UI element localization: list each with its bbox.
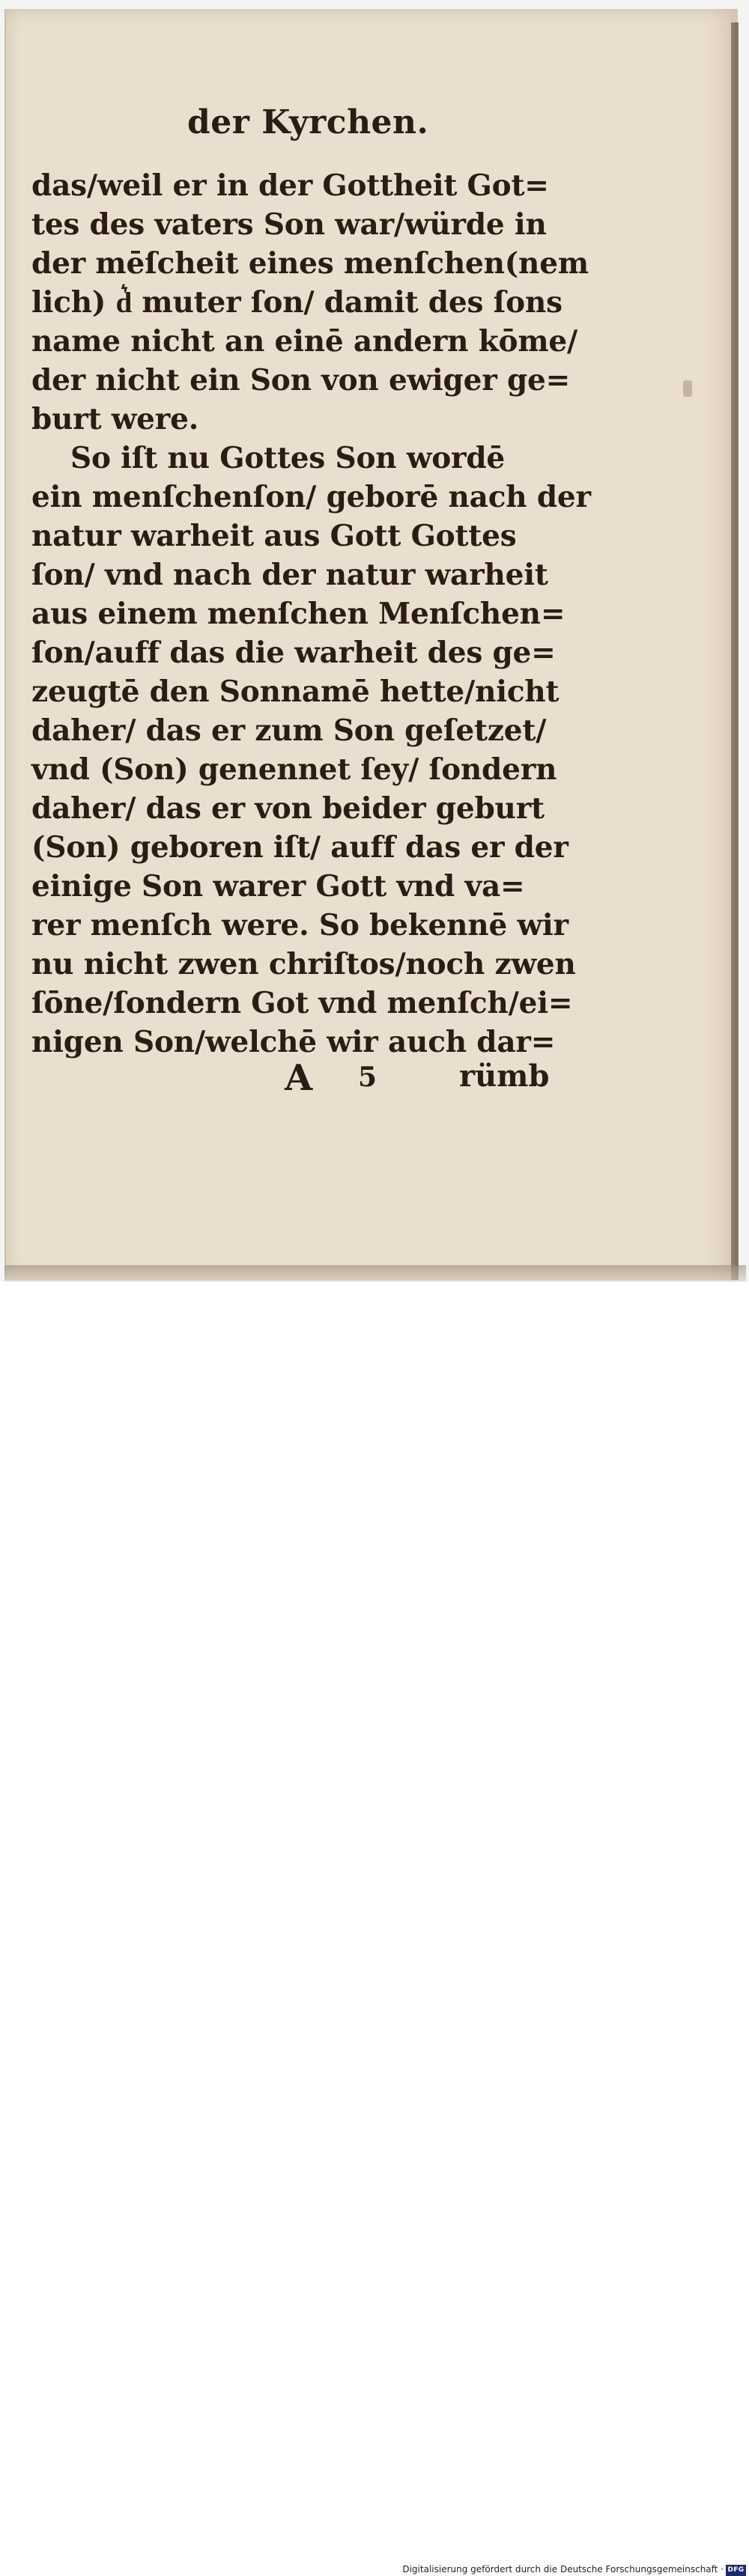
text-line: der nicht ein Son von ewiger ge=: [31, 363, 571, 398]
text-line: nu nicht zwen chriſtos/noch zwen: [31, 947, 576, 981]
text-line: name nicht an einē andern kōme/: [31, 324, 578, 359]
margin-mark: [683, 380, 692, 397]
text-line: zeugtē den Sonnamē hette/nicht: [31, 675, 560, 709]
text-line: rer menſch were. So bekennē wir: [31, 908, 568, 943]
page-edge: [731, 22, 739, 1280]
text-line: daher/ das er zum Son geſetzet/: [31, 713, 547, 748]
text-line: tes des vaters Son war/würde in: [31, 207, 547, 242]
body-text: [31, 166, 591, 1062]
signature-mark: A: [285, 1057, 313, 1099]
text-line: ein menſchenſon/ geborē nach der: [31, 480, 591, 514]
text-line: ſon/ vnd nach der natur warheit: [31, 558, 548, 592]
text-line: lich) d͛ muter ſon/ damit des ſons: [31, 285, 562, 320]
text-line: vnd (Son) genennet ſey/ ſondern: [31, 752, 557, 787]
text-line: ſōne/ſondern Got vnd menſch/ei=: [31, 986, 573, 1020]
text-line: burt were.: [31, 402, 199, 436]
text-line: natur warheit aus Gott Gottes: [31, 519, 517, 553]
page-bottom-shadow: [4, 1265, 746, 1282]
text-line: aus einem menſchen Menſchen=: [31, 597, 565, 631]
funding-credit: Digitalisierung gefördert durch die Deutsche Forschungsgemeinschaft ·: [402, 2564, 724, 2575]
text-line: daher/ das er von beider geburt: [31, 791, 545, 826]
signature-number: 5: [358, 1062, 377, 1093]
dfg-logo: DFG: [726, 2565, 746, 2576]
text-line: So iſt nu Gottes Son wordē: [70, 441, 506, 475]
text-line: das/weil er in der Gottheit Got=: [31, 168, 549, 203]
catchword: rümb: [459, 1059, 550, 1094]
text-line: einige Son warer Gott vnd va=: [31, 869, 525, 904]
text-line: (Son) geboren iſt/ auff das er der: [31, 830, 568, 865]
text-line: ſon/auff das die warheit des ge=: [31, 636, 556, 670]
text-line: nigen Son/welchē wir auch dar=: [31, 1025, 556, 1059]
footer-bar: [0, 1282, 749, 2575]
running-header: der Kyrchen.: [187, 103, 429, 141]
text-line: der mēſcheit eines menſchen(nem: [31, 246, 589, 281]
